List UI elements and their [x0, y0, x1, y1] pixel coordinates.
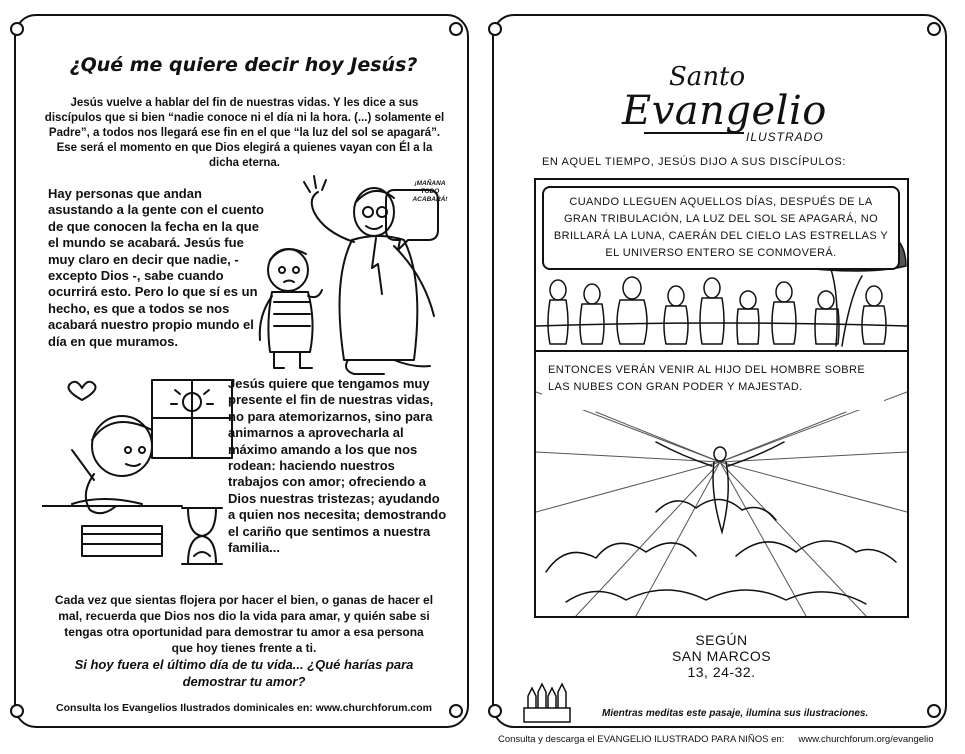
intro-paragraph: Jesús vuelve a hablar del fin de nuestras vidas. Y les dice a sus discípulos que si bien “nadie conoce ni el día ni la hora. (...) solamente el Padre”, a todos nos llegará ese fin en el que “la luz del sol se apagará”. Ese será el momento en que Dios elegirá a quienes vayan con Él a la dicha eterna.: [44, 97, 445, 169]
paragraph-2: Jesús quiere que tengamos muy presente el fin de nuestras vidas, no para atemorizarnos, sino para animarnos a aprovecharla al máximo amando a los que nos rodean: haciendo nuestros trabajos con amor; ofreciendo a Dios nuestras tristezas; ayudando a quien nos necesita; demostrando el cariño que sentimos a nuestra familia...: [228, 376, 447, 556]
corner-circle: [927, 704, 941, 718]
coloring-note: Mientras meditas este pasaje, ilumina sus ilustraciones.: [602, 708, 869, 719]
reflection-question: Si hoy fuera el último día de tu vida... ¿Qué harías para demostrar tu amor?: [74, 657, 414, 689]
page-footer-text: Consulta y descarga el EVANGELIO ILUSTRADO PARA NIÑOS en:: [498, 734, 785, 745]
speech-bubble-text: ¡MAÑANA TODO ACABARÁ!: [412, 180, 448, 203]
corner-circle: [488, 704, 502, 718]
gospel-text-box-2: ENTONCES VERÁN VENIR AL HIJO DEL HOMBRE SOBRE LAS NUBES CON GRAN PODER Y MAJESTAD.: [542, 358, 884, 410]
logo-ilustrado: ILUSTRADO: [746, 130, 824, 144]
left-footer-note: Consulta los Evangelios Ilustrados dominicales en: www.churchforum.com: [56, 702, 432, 714]
logo-underline: [644, 132, 744, 134]
right-page: [492, 14, 947, 728]
corner-circle: [10, 704, 24, 718]
gospel-citation: [644, 632, 799, 680]
writing-boy-illustration: [42, 366, 242, 586]
page-footer-url[interactable]: www.churchforum.org/evangelio: [798, 734, 934, 745]
citation-book: SAN MARCOS: [671, 648, 772, 664]
page-footer: [498, 734, 938, 745]
citation-according: SEGÚN: [695, 632, 748, 648]
corner-circle: [927, 22, 941, 36]
left-page: [14, 14, 469, 728]
logo-santo: Santo: [669, 62, 746, 92]
crayons-icon: [522, 680, 572, 724]
logo-evangelio: Evangelio: [622, 88, 827, 134]
corner-circle: [449, 22, 463, 36]
corner-circle: [488, 22, 502, 36]
gospel-intro-line: EN AQUEL TIEMPO, JESÚS DIJO A SUS DISCÍPULOS:: [542, 156, 846, 168]
paragraph-3: Cada vez que sientas flojera por hacer el bien, o ganas de hacer el mal, recuerda que Dios nos dio la vida para amar, y quién sabe si tengas otra oportunidad para demostrar tu amor a esa persona que hoy tienes frente a ti.: [54, 593, 434, 655]
paragraph-1: Hay personas que andan asustando a la gente con el cuento de que conocen la fecha en la que el mundo se acabará. Jesús fue muy claro en decir que nadie, - excepto Dios -, sabe cuando ocurrirá esto. Pero lo que sí es un hecho, es que a todos se nos acabará nuestro propio mundo el día en que muramos.: [48, 186, 264, 349]
page-title: ¿Qué me quiere decir hoy Jesús?: [69, 54, 418, 76]
corner-circle: [10, 22, 24, 36]
corner-circle: [449, 704, 463, 718]
gospel-text-box-1: CUANDO LLEGUEN AQUELLOS DÍAS, DESPUÉS DE LA GRAN TRIBULACIÓN, LA LUZ DEL SOL SE APAGARÁ, NO BRILLARÁ LA LUNA, CAERÁN DEL CIELO LAS ESTRELLAS Y EL UNIVERSO ENTERO SE CONMOVERÁ.: [542, 186, 900, 270]
citation-verses: 13, 24-32.: [687, 664, 756, 680]
